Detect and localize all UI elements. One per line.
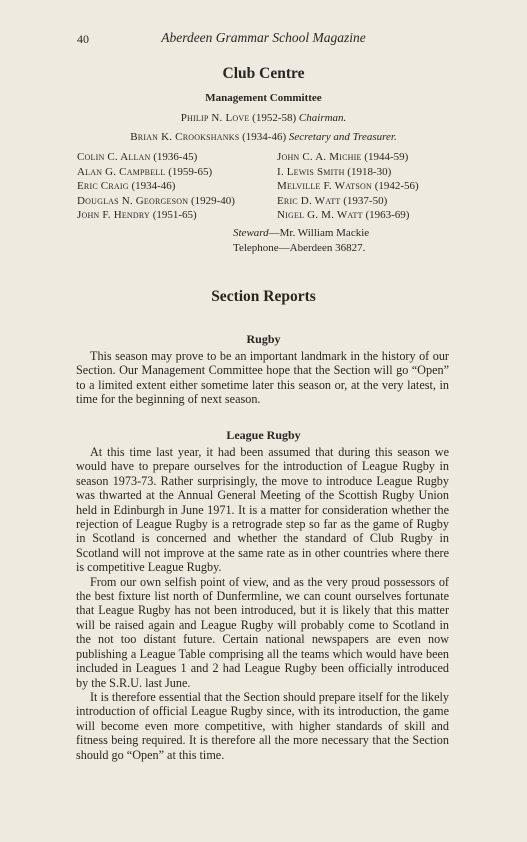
section-reports-heading: Section Reports <box>211 288 316 305</box>
league-rugby-text <box>76 445 449 762</box>
steward-block <box>233 226 369 255</box>
committee-column-right <box>277 150 419 223</box>
paragraph: At this time last year, it had been assumed that during this season we would have to prepare ourselves for the introduction of League Rugby in season 1973-73. Rather surprisingly, the move to introduce League Rugby was thwarted at the Annual General Meeting of the Scottish Rugby Union held in Edinburgh in June 1971. It is a matter for consideration whether the rejection of League Rugby is a retrograde step so far as the game of Rugby in Scotland is concerned and whether the standard of Club Rugby in Scotland will not improve at the same rate as in other countries where there is competitive League Rugby. <box>76 445 449 575</box>
page-number: 40 <box>77 32 89 46</box>
paragraph: It is therefore essential that the Section should prepare itself for the likely introduction of official League Rugby since, with its introduction, the game will become even more competitive, with higher standards of skill and fitness being required. It is therefore all the more necessary that the Section should go “Open” at this time. <box>76 689 449 762</box>
committee-member: Nigel G. M. Watt (1963-69) <box>277 209 410 221</box>
management-committee-heading: Management Committee <box>205 92 322 104</box>
club-centre-heading: Club Centre <box>222 65 305 82</box>
secretary-line <box>0 131 527 143</box>
steward-name: —Mr. William Mackie <box>268 227 370 239</box>
chairman-role: Chairman. <box>298 112 347 124</box>
steward-line <box>233 226 369 241</box>
running-head <box>0 30 527 50</box>
committee-member: Melville F. Watson (1942-56) <box>277 180 419 192</box>
secretary-years: (1934-46) <box>242 131 287 143</box>
committee-member: Eric Craig (1934-46) <box>77 180 176 192</box>
committee-member: I. Lewis Smith (1918-30) <box>277 165 392 178</box>
chairman-name: Philip N. Love <box>180 112 250 124</box>
league-rugby-heading: League Rugby <box>226 428 301 442</box>
journal-title: Aberdeen Grammar School Magazine <box>161 30 366 45</box>
secretary-role: Secretary and Treasurer. <box>288 131 397 143</box>
rugby-text <box>76 349 449 407</box>
steward-label: Steward <box>233 227 269 239</box>
committee-column-left <box>77 150 235 223</box>
committee-member: Douglas N. Georgeson (1929-40) <box>77 194 235 207</box>
committee-member: Eric D. Watt (1937-50) <box>277 194 388 207</box>
chairman-years: (1952-58) <box>252 112 297 124</box>
telephone-line: Telephone—Aberdeen 36827. <box>233 241 366 254</box>
committee-member: John F. Hendry (1951-65) <box>77 209 197 221</box>
committee-member: Alan G. Campbell (1959-65) <box>77 165 213 178</box>
secretary-name: Brian K. Crookshanks <box>130 131 240 143</box>
chairman-line <box>0 112 527 124</box>
paragraph: This season may prove to be an important landmark in the history of our Section. Our Management Committee hope that the Section will go “Open” to a limited extent either sometime later this season or, at the very latest, in time for the beginning of next season. <box>76 349 449 407</box>
committee-member: John C. A. Michie (1944-59) <box>277 151 409 163</box>
rugby-heading: Rugby <box>246 332 281 346</box>
committee-member: Colin C. Allan (1936-45) <box>77 151 198 163</box>
paragraph: From our own selfish point of view, and as the very proud possessors of the best fixture list north of Dunfermline, we can count ourselves fortunate that League Rugby has not been introduced, but it is likely that this matter will be raised again and League Rugby will probably come to Scotland in the not too distant future. Certain national newspapers are even now publishing a League Table comprising all the teams which would have been included in Leagues 1 and 2 had League Rugby been officially introduced by the S.R.U. last June. <box>76 574 449 690</box>
